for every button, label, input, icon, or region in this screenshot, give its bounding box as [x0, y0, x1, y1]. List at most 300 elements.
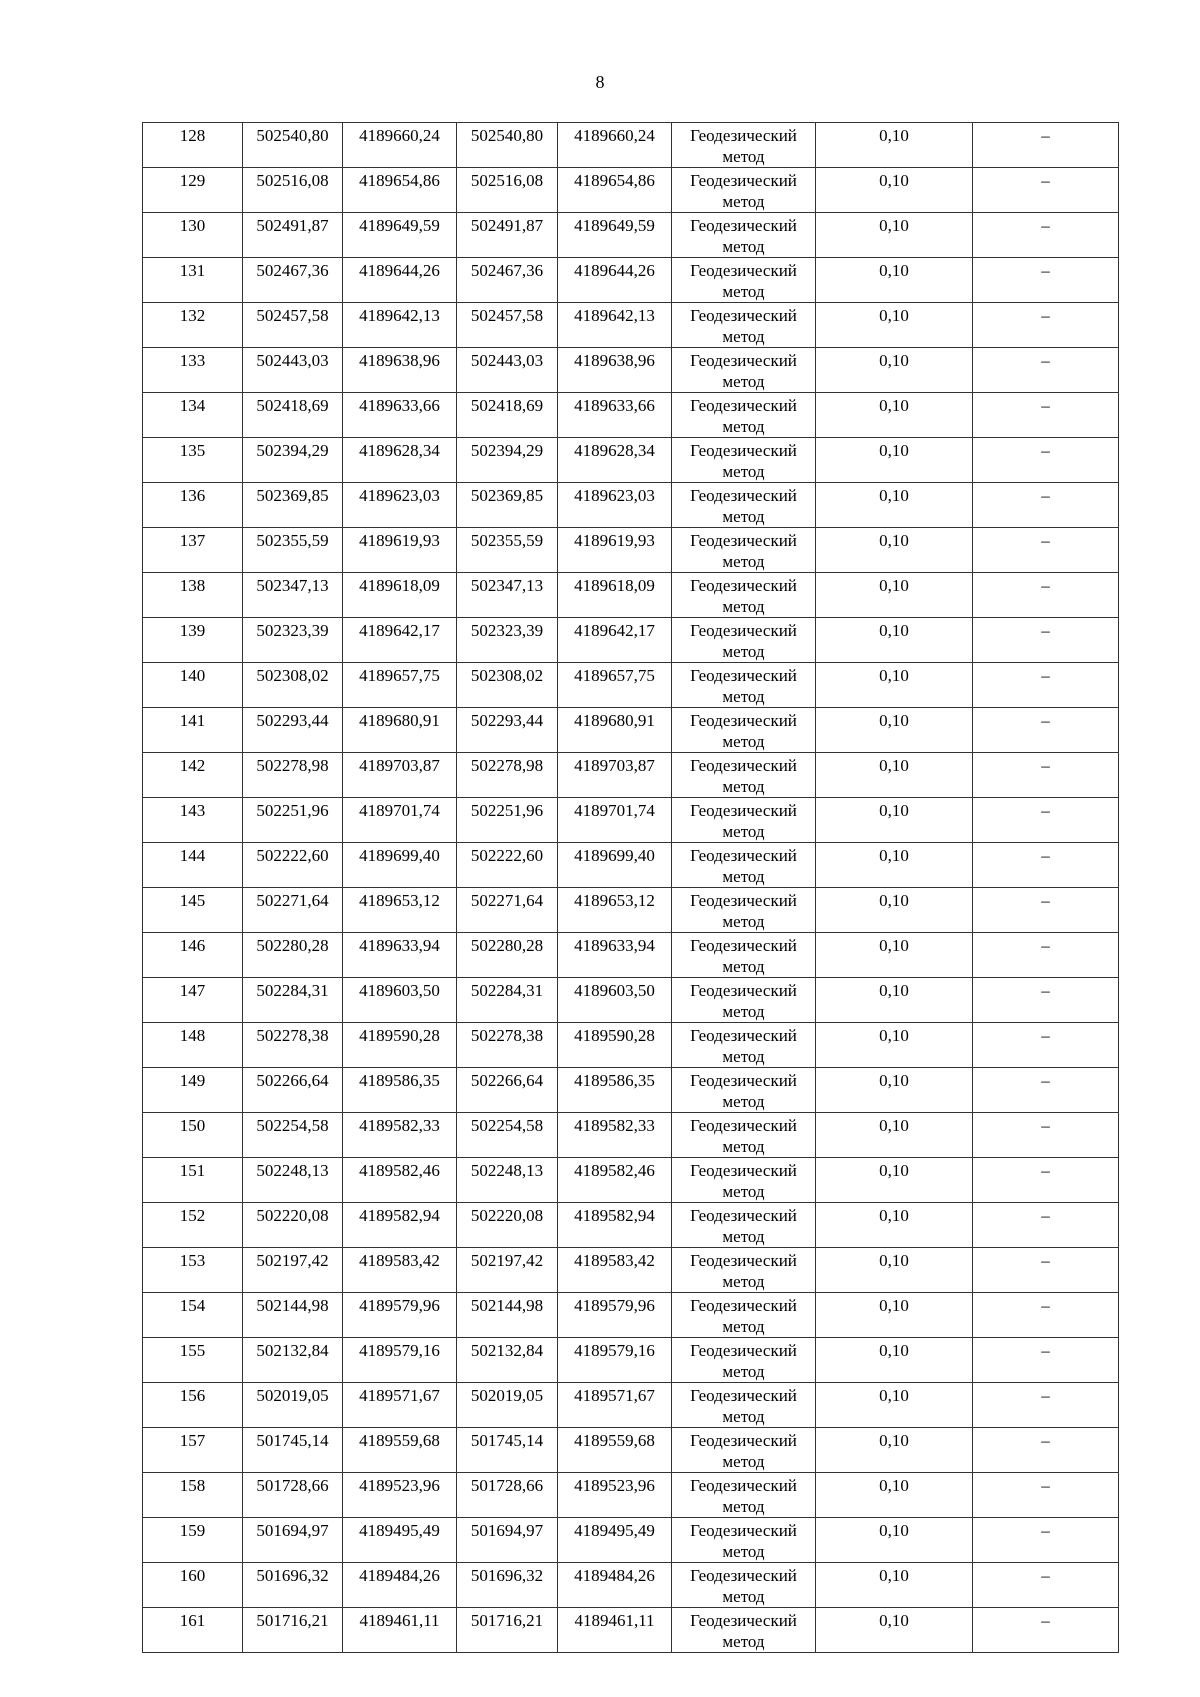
- x-refined-text: 502271,64: [470, 891, 544, 910]
- note-cell: [973, 1338, 1119, 1383]
- y-refined-cell: [558, 1293, 672, 1338]
- precision-text: 0,10: [879, 1161, 909, 1180]
- x-refined-cell: [457, 798, 558, 843]
- point-number-cell: [143, 303, 243, 348]
- precision-cell: [816, 1518, 973, 1563]
- y-refined-cell: [558, 168, 672, 213]
- method-text: Геодезический метод: [690, 981, 797, 1021]
- method-cell: [672, 618, 816, 663]
- table-row: [143, 663, 1119, 708]
- note-cell: [973, 303, 1119, 348]
- x-refined-text: 502369,85: [470, 486, 544, 505]
- note-text: –: [1041, 1161, 1050, 1180]
- x-refined-cell: [457, 213, 558, 258]
- x-refined-cell: [457, 843, 558, 888]
- precision-text: 0,10: [879, 576, 909, 595]
- x-existing-cell: [243, 1563, 343, 1608]
- note-text: –: [1041, 396, 1050, 415]
- point-number-text: 147: [179, 981, 206, 1000]
- y-refined-cell: [558, 1248, 672, 1293]
- x-refined-text: 502144,98: [470, 1296, 544, 1315]
- y-existing-text: 4189699,40: [359, 846, 440, 865]
- y-existing-cell: [343, 798, 457, 843]
- precision-text: 0,10: [879, 1476, 909, 1495]
- y-existing-text: 4189583,42: [359, 1251, 440, 1270]
- x-existing-cell: [243, 483, 343, 528]
- precision-cell: [816, 843, 973, 888]
- y-existing-text: 4189633,66: [359, 396, 440, 415]
- y-existing-text: 4189653,12: [359, 891, 440, 910]
- x-existing-cell: [243, 348, 343, 393]
- method-cell: [672, 1428, 816, 1473]
- precision-text: 0,10: [879, 531, 909, 550]
- note-cell: [973, 1428, 1119, 1473]
- y-existing-cell: [343, 1203, 457, 1248]
- method-cell: [672, 798, 816, 843]
- point-number-cell: [143, 1518, 243, 1563]
- precision-cell: [816, 1293, 973, 1338]
- note-text: –: [1041, 171, 1050, 190]
- precision-cell: [816, 1158, 973, 1203]
- method-text: Геодезический метод: [690, 396, 797, 436]
- x-existing-cell: [243, 438, 343, 483]
- method-text: Геодезический метод: [690, 1161, 797, 1201]
- x-refined-text: 502197,42: [470, 1251, 544, 1270]
- note-text: –: [1041, 261, 1050, 280]
- y-refined-cell: [558, 483, 672, 528]
- note-text: –: [1041, 891, 1050, 910]
- method-cell: [672, 708, 816, 753]
- precision-cell: [816, 708, 973, 753]
- x-refined-cell: [457, 1608, 558, 1653]
- method-cell: [672, 888, 816, 933]
- x-existing-text: 502394,29: [256, 441, 329, 460]
- table-row: [143, 1338, 1119, 1383]
- y-existing-cell: [343, 168, 457, 213]
- precision-cell: [816, 933, 973, 978]
- y-refined-cell: [558, 1473, 672, 1518]
- method-text: Геодезический метод: [690, 441, 797, 481]
- note-cell: [973, 483, 1119, 528]
- x-existing-text: 501745,14: [256, 1431, 329, 1450]
- note-text: –: [1041, 936, 1050, 955]
- y-existing-cell: [343, 438, 457, 483]
- x-existing-cell: [243, 888, 343, 933]
- x-existing-text: 502457,58: [256, 306, 329, 325]
- table-row: [143, 393, 1119, 438]
- x-refined-text: 502019,05: [470, 1386, 544, 1405]
- x-refined-cell: [457, 708, 558, 753]
- y-refined-text: 4189642,17: [574, 621, 655, 640]
- x-refined-cell: [457, 348, 558, 393]
- precision-cell: [816, 528, 973, 573]
- x-refined-cell: [457, 393, 558, 438]
- point-number-cell: [143, 1158, 243, 1203]
- y-existing-text: 4189571,67: [359, 1386, 440, 1405]
- y-existing-text: 4189484,26: [359, 1566, 440, 1585]
- precision-text: 0,10: [879, 936, 909, 955]
- note-text: –: [1041, 846, 1050, 865]
- y-refined-cell: [558, 258, 672, 303]
- point-number-cell: [143, 753, 243, 798]
- point-number-cell: [143, 168, 243, 213]
- precision-text: 0,10: [879, 1431, 909, 1450]
- method-cell: [672, 843, 816, 888]
- precision-cell: [816, 1248, 973, 1293]
- method-cell: [672, 1293, 816, 1338]
- x-existing-text: 502019,05: [256, 1386, 329, 1405]
- x-refined-cell: [457, 438, 558, 483]
- x-refined-text: 502220,08: [470, 1206, 544, 1225]
- point-number-text: 135: [179, 441, 206, 460]
- method-text: Геодезический метод: [690, 936, 797, 976]
- point-number-cell: [143, 1023, 243, 1068]
- y-existing-cell: [343, 213, 457, 258]
- x-refined-text: 502222,60: [470, 846, 544, 865]
- precision-cell: [816, 123, 973, 168]
- x-existing-text: 502369,85: [256, 486, 329, 505]
- y-refined-cell: [558, 438, 672, 483]
- precision-text: 0,10: [879, 216, 909, 235]
- note-text: –: [1041, 801, 1050, 820]
- y-existing-text: 4189644,26: [359, 261, 440, 280]
- precision-cell: [816, 1383, 973, 1428]
- x-refined-text: 501745,14: [470, 1431, 544, 1450]
- precision-cell: [816, 663, 973, 708]
- x-existing-cell: [243, 528, 343, 573]
- method-text: Геодезический метод: [690, 1071, 797, 1111]
- x-existing-text: 502254,58: [256, 1116, 329, 1135]
- note-cell: [973, 798, 1119, 843]
- y-refined-cell: [558, 1023, 672, 1068]
- y-refined-text: 4189618,09: [574, 576, 655, 595]
- x-refined-cell: [457, 528, 558, 573]
- method-text: Геодезический метод: [690, 711, 797, 751]
- x-refined-text: 502418,69: [470, 396, 544, 415]
- note-cell: [973, 978, 1119, 1023]
- method-cell: [672, 1563, 816, 1608]
- precision-cell: [816, 978, 973, 1023]
- point-number-cell: [143, 393, 243, 438]
- point-number-cell: [143, 1383, 243, 1428]
- point-number-cell: [143, 1608, 243, 1653]
- note-cell: [973, 1248, 1119, 1293]
- x-refined-text: 502248,13: [470, 1161, 544, 1180]
- x-refined-text: 502443,03: [470, 351, 544, 370]
- y-refined-text: 4189680,91: [574, 711, 655, 730]
- method-cell: [672, 753, 816, 798]
- method-text: Геодезический метод: [690, 1611, 797, 1651]
- method-text: Геодезический метод: [690, 531, 797, 571]
- point-number-text: 143: [179, 801, 206, 820]
- y-refined-text: 4189699,40: [574, 846, 655, 865]
- x-refined-text: 502280,28: [470, 936, 544, 955]
- method-text: Геодезический метод: [690, 666, 797, 706]
- method-cell: [672, 933, 816, 978]
- y-existing-cell: [343, 1338, 457, 1383]
- table-row: [143, 213, 1119, 258]
- y-refined-text: 4189653,12: [574, 891, 655, 910]
- x-existing-cell: [243, 663, 343, 708]
- note-text: –: [1041, 1341, 1050, 1360]
- table-row: [143, 303, 1119, 348]
- note-cell: [973, 1518, 1119, 1563]
- precision-text: 0,10: [879, 351, 909, 370]
- point-number-cell: [143, 573, 243, 618]
- point-number-cell: [143, 663, 243, 708]
- y-refined-cell: [558, 1518, 672, 1563]
- point-number-cell: [143, 213, 243, 258]
- method-text: Геодезический метод: [690, 1206, 797, 1246]
- method-cell: [672, 483, 816, 528]
- method-cell: [672, 1023, 816, 1068]
- point-number-cell: [143, 933, 243, 978]
- method-cell: [672, 348, 816, 393]
- point-number-cell: [143, 798, 243, 843]
- table-row: [143, 483, 1119, 528]
- x-refined-text: 502254,58: [470, 1116, 544, 1135]
- x-refined-text: 502355,59: [470, 531, 544, 550]
- precision-cell: [816, 1023, 973, 1068]
- y-existing-cell: [343, 843, 457, 888]
- x-refined-text: 502132,84: [470, 1341, 544, 1360]
- y-refined-text: 4189603,50: [574, 981, 655, 1000]
- x-existing-text: 502266,64: [256, 1071, 329, 1090]
- method-text: Геодезический метод: [690, 1566, 797, 1606]
- note-cell: [973, 1158, 1119, 1203]
- note-cell: [973, 573, 1119, 618]
- y-refined-text: 4189633,94: [574, 936, 655, 955]
- table-row: [143, 348, 1119, 393]
- page-number: 8: [595, 72, 605, 92]
- y-existing-cell: [343, 303, 457, 348]
- y-existing-text: 4189582,33: [359, 1116, 440, 1135]
- x-refined-text: 502308,02: [470, 666, 544, 685]
- y-existing-text: 4189703,87: [359, 756, 440, 775]
- table-row: [143, 843, 1119, 888]
- note-text: –: [1041, 306, 1050, 325]
- point-number-cell: [143, 258, 243, 303]
- x-existing-cell: [243, 978, 343, 1023]
- y-refined-cell: [558, 978, 672, 1023]
- y-existing-cell: [343, 1383, 457, 1428]
- method-text: Геодезический метод: [690, 756, 797, 796]
- method-cell: [672, 393, 816, 438]
- table-row: [143, 1383, 1119, 1428]
- note-cell: [973, 888, 1119, 933]
- coordinates-table: [142, 122, 1119, 1653]
- y-existing-text: 4189579,16: [359, 1341, 440, 1360]
- table-row: [143, 1023, 1119, 1068]
- table-row: [143, 1518, 1119, 1563]
- method-cell: [672, 528, 816, 573]
- x-existing-text: 502443,03: [256, 351, 329, 370]
- point-number-text: 132: [179, 306, 206, 325]
- x-existing-cell: [243, 618, 343, 663]
- method-cell: [672, 438, 816, 483]
- y-existing-cell: [343, 1428, 457, 1473]
- y-existing-cell: [343, 708, 457, 753]
- method-cell: [672, 1518, 816, 1563]
- table-row: [143, 1203, 1119, 1248]
- precision-text: 0,10: [879, 1521, 909, 1540]
- precision-cell: [816, 1563, 973, 1608]
- y-existing-text: 4189701,74: [359, 801, 440, 820]
- x-existing-cell: [243, 933, 343, 978]
- x-existing-text: 502323,39: [256, 621, 329, 640]
- y-refined-cell: [558, 1113, 672, 1158]
- note-cell: [973, 618, 1119, 663]
- note-text: –: [1041, 756, 1050, 775]
- point-number-cell: [143, 1338, 243, 1383]
- note-text: –: [1041, 1251, 1050, 1270]
- method-text: Геодезический метод: [690, 306, 797, 346]
- x-refined-cell: [457, 1428, 558, 1473]
- table-row: [143, 1293, 1119, 1338]
- y-refined-cell: [558, 888, 672, 933]
- y-existing-text: 4189619,93: [359, 531, 440, 550]
- y-refined-text: 4189559,68: [574, 1431, 655, 1450]
- precision-cell: [816, 1473, 973, 1518]
- y-refined-text: 4189571,67: [574, 1386, 655, 1405]
- y-existing-cell: [343, 1608, 457, 1653]
- y-existing-cell: [343, 393, 457, 438]
- x-refined-cell: [457, 618, 558, 663]
- point-number-text: 158: [179, 1476, 206, 1495]
- x-existing-text: 502293,44: [256, 711, 329, 730]
- x-refined-text: 502251,96: [470, 801, 544, 820]
- x-refined-text: 501694,97: [470, 1521, 544, 1540]
- y-existing-text: 4189642,17: [359, 621, 440, 640]
- point-number-text: 155: [179, 1341, 206, 1360]
- method-cell: [672, 1473, 816, 1518]
- y-refined-cell: [558, 528, 672, 573]
- note-cell: [973, 213, 1119, 258]
- note-text: –: [1041, 981, 1050, 1000]
- method-text: Геодезический метод: [690, 1026, 797, 1066]
- point-number-text: 142: [179, 756, 206, 775]
- note-cell: [973, 1023, 1119, 1068]
- y-existing-text: 4189495,49: [359, 1521, 440, 1540]
- precision-text: 0,10: [879, 486, 909, 505]
- method-text: Геодезический метод: [690, 801, 797, 841]
- method-cell: [672, 123, 816, 168]
- method-text: Геодезический метод: [690, 126, 797, 166]
- method-cell: [672, 1608, 816, 1653]
- x-existing-text: 502540,80: [256, 126, 329, 145]
- method-text: Геодезический метод: [690, 621, 797, 661]
- y-existing-text: 4189657,75: [359, 666, 440, 685]
- note-text: –: [1041, 351, 1050, 370]
- x-refined-text: 502266,64: [470, 1071, 544, 1090]
- table-row: [143, 123, 1119, 168]
- precision-text: 0,10: [879, 1116, 909, 1135]
- y-refined-cell: [558, 213, 672, 258]
- x-existing-text: 502467,36: [256, 261, 329, 280]
- table-row: [143, 258, 1119, 303]
- x-existing-text: 502280,28: [256, 936, 329, 955]
- method-cell: [672, 168, 816, 213]
- point-number-text: 151: [179, 1161, 206, 1180]
- x-refined-cell: [457, 933, 558, 978]
- x-existing-text: 502418,69: [256, 396, 329, 415]
- y-refined-text: 4189660,24: [574, 126, 655, 145]
- y-refined-text: 4189582,46: [574, 1161, 655, 1180]
- y-existing-text: 4189523,96: [359, 1476, 440, 1495]
- x-existing-cell: [243, 1068, 343, 1113]
- precision-text: 0,10: [879, 1296, 909, 1315]
- y-existing-text: 4189559,68: [359, 1431, 440, 1450]
- precision-cell: [816, 393, 973, 438]
- method-text: Геодезический метод: [690, 1521, 797, 1561]
- note-cell: [973, 933, 1119, 978]
- y-refined-text: 4189638,96: [574, 351, 655, 370]
- note-text: –: [1041, 1566, 1050, 1585]
- y-existing-text: 4189586,35: [359, 1071, 440, 1090]
- note-text: –: [1041, 576, 1050, 595]
- x-existing-cell: [243, 708, 343, 753]
- point-number-text: 131: [179, 261, 206, 280]
- x-refined-text: 501716,21: [470, 1611, 544, 1630]
- y-refined-text: 4189579,16: [574, 1341, 655, 1360]
- point-number-text: 134: [179, 396, 206, 415]
- y-refined-cell: [558, 1608, 672, 1653]
- point-number-cell: [143, 1293, 243, 1338]
- precision-text: 0,10: [879, 1611, 909, 1630]
- note-text: –: [1041, 126, 1050, 145]
- method-text: Геодезический метод: [690, 1296, 797, 1336]
- point-number-cell: [143, 1203, 243, 1248]
- note-text: –: [1041, 621, 1050, 640]
- note-cell: [973, 1383, 1119, 1428]
- y-refined-cell: [558, 1338, 672, 1383]
- method-text: Геодезический метод: [690, 216, 797, 256]
- y-refined-cell: [558, 123, 672, 168]
- x-refined-text: 501696,32: [470, 1566, 544, 1585]
- y-existing-cell: [343, 528, 457, 573]
- x-existing-cell: [243, 1158, 343, 1203]
- point-number-cell: [143, 1473, 243, 1518]
- method-cell: [672, 1383, 816, 1428]
- y-existing-cell: [343, 1248, 457, 1293]
- table-row: [143, 1248, 1119, 1293]
- note-cell: [973, 753, 1119, 798]
- method-text: Геодезический метод: [690, 1431, 797, 1471]
- table-row: [143, 798, 1119, 843]
- y-refined-text: 4189701,74: [574, 801, 655, 820]
- x-existing-text: 502222,60: [256, 846, 329, 865]
- table-row: [143, 888, 1119, 933]
- precision-cell: [816, 168, 973, 213]
- x-existing-cell: [243, 1473, 343, 1518]
- y-existing-text: 4189628,34: [359, 441, 440, 460]
- point-number-text: 130: [179, 216, 206, 235]
- table-body: [143, 123, 1119, 1653]
- x-refined-cell: [457, 258, 558, 303]
- table-row: [143, 573, 1119, 618]
- precision-text: 0,10: [879, 981, 909, 1000]
- method-text: Геодезический метод: [690, 351, 797, 391]
- note-cell: [973, 1068, 1119, 1113]
- y-existing-cell: [343, 1113, 457, 1158]
- table-row: [143, 1068, 1119, 1113]
- x-refined-cell: [457, 1158, 558, 1203]
- note-text: –: [1041, 1431, 1050, 1450]
- table-row: [143, 708, 1119, 753]
- precision-cell: [816, 1203, 973, 1248]
- note-cell: [973, 1608, 1119, 1653]
- y-existing-cell: [343, 933, 457, 978]
